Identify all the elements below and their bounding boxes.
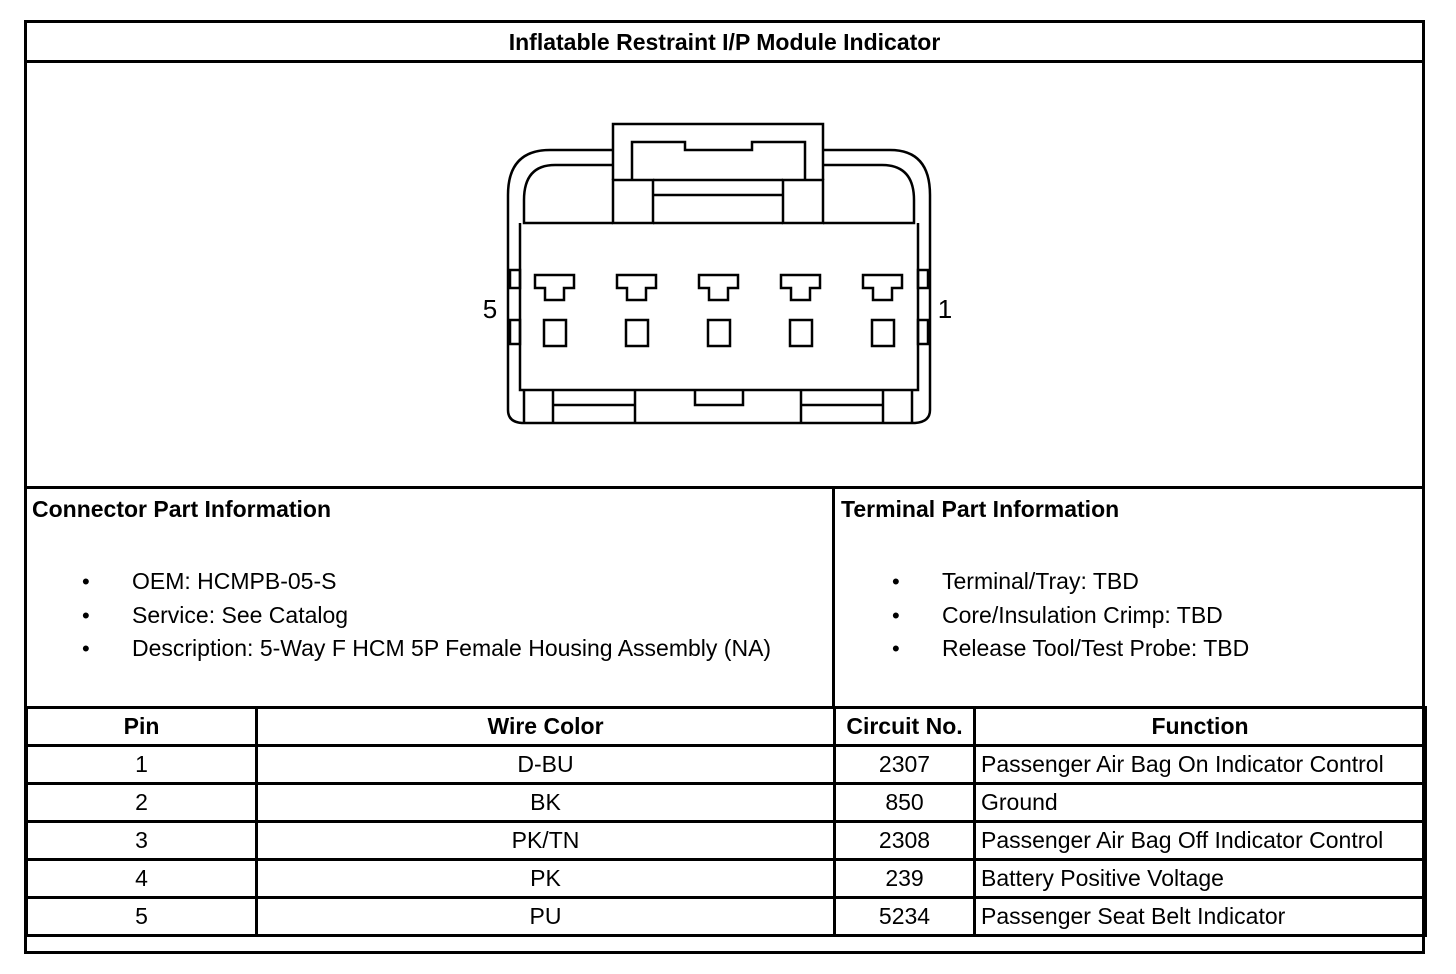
cell-circuit-no: 2307 [835,746,975,784]
cell-function: Battery Positive Voltage [975,860,1426,898]
cell-pin: 2 [27,784,257,822]
connector-info-list [27,565,771,666]
header-wire-color: Wire Color [257,708,835,746]
cell-wire-color: PU [257,898,835,936]
cell-function: Passenger Seat Belt Indicator [975,898,1426,936]
table-row [27,746,1426,784]
table-header-row [27,708,1426,746]
cell-circuit-no: 239 [835,860,975,898]
cavity-2 [790,320,812,346]
header-circuit-no: Circuit No. [835,708,975,746]
cavity-1 [872,320,894,346]
cell-pin: 3 [27,822,257,860]
cavity-1-latch [863,275,902,300]
cell-circuit-no: 5234 [835,898,975,936]
cell-pin: 4 [27,860,257,898]
cell-function: Ground [975,784,1426,822]
cell-wire-color: BK [257,784,835,822]
cavity-5-latch [535,275,574,300]
connector-info-heading: Connector Part Information [32,496,332,522]
terminal-info-item: • Core/Insulation Crimp: TBD [837,599,1249,633]
terminal-info-list [837,565,1249,666]
header-function: Function [975,708,1426,746]
cavity-2-latch [781,275,820,300]
cavity-5 [544,320,566,346]
cell-function: Passenger Air Bag Off Indicator Control [975,822,1426,860]
cell-circuit-no: 850 [835,784,975,822]
connector-info-item: • OEM: HCMPB-05-S [27,565,771,599]
cell-wire-color: D-BU [257,746,835,784]
diagram-divider [24,486,1425,489]
terminal-info-item: • Release Tool/Test Probe: TBD [837,632,1249,666]
terminal-info-heading: Terminal Part Information [841,496,1120,522]
info-divider [832,486,835,708]
connector-face-diagram [470,110,970,450]
cavity-3 [708,320,730,346]
cell-function: Passenger Air Bag On Indicator Control [975,746,1426,784]
header-pin: Pin [27,708,257,746]
pin-label-left: 5 [482,294,498,324]
cell-wire-color: PK [257,860,835,898]
cavity-3-latch [699,275,738,300]
table-row [27,784,1426,822]
table-row [27,860,1426,898]
terminal-cavities [535,275,902,346]
cell-circuit-no: 2308 [835,822,975,860]
cell-pin: 5 [27,898,257,936]
table-row [27,898,1426,936]
connector-info-item: • Service: See Catalog [27,599,771,633]
cavity-4 [626,320,648,346]
cell-wire-color: PK/TN [257,822,835,860]
terminal-info-item: • Terminal/Tray: TBD [837,565,1249,599]
connector-info-item: • Description: 5-Way F HCM 5P Female Housing Assembly (NA) [27,632,771,666]
cavity-4-latch [617,275,656,300]
pinout-table [25,706,1427,937]
page-title: Inflatable Restraint I/P Module Indicator [508,29,941,55]
table-row [27,822,1426,860]
pin-label-right: 1 [937,294,953,324]
cell-pin: 1 [27,746,257,784]
